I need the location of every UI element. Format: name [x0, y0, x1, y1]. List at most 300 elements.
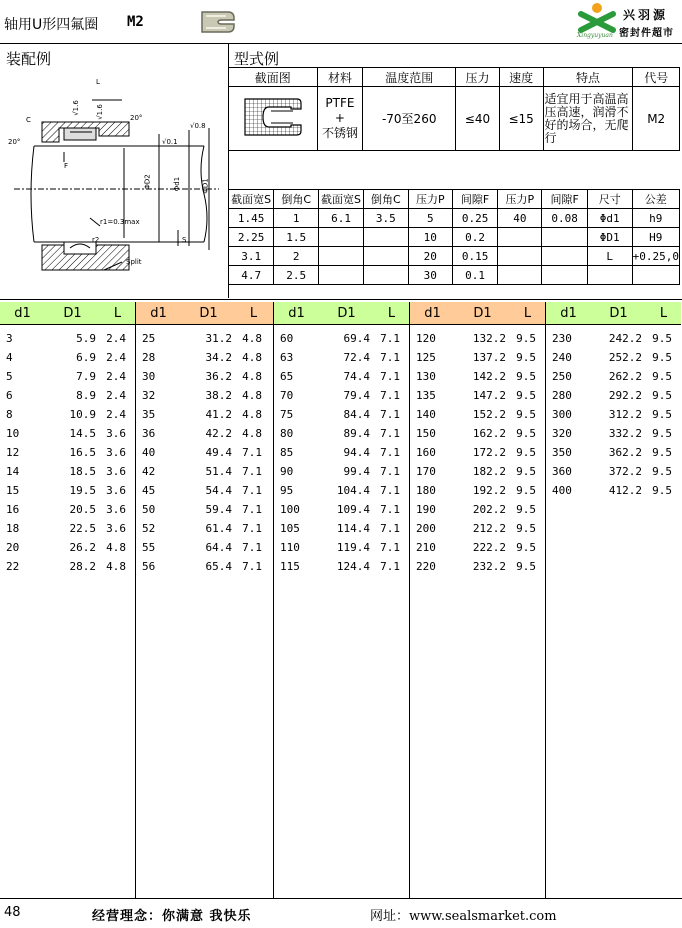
param-cell [498, 228, 542, 247]
param-cell [319, 266, 364, 285]
size-cell: 5 [6, 370, 13, 383]
size-cell: 6 [6, 389, 13, 402]
size-cell: 9.5 [516, 560, 536, 573]
size-cell: 49.4 [205, 446, 232, 459]
size-header-d1: D1 [609, 305, 628, 321]
size-cell: 63 [280, 351, 294, 364]
size-row [546, 405, 681, 424]
size-cell: 109.4 [336, 503, 370, 516]
size-cell: 4.8 [242, 370, 262, 383]
size-cell: 75 [280, 408, 294, 421]
footer-divider [0, 898, 682, 899]
size-header-l: L [659, 305, 668, 321]
size-cell: 9.5 [652, 332, 672, 345]
param-table [228, 189, 680, 285]
size-cell: 9.5 [652, 389, 672, 402]
label-dd1: ΦD1 [201, 178, 210, 194]
page-number: 48 [4, 905, 21, 920]
label-split: Split [126, 258, 142, 266]
size-row [546, 462, 681, 481]
size-row [136, 443, 273, 462]
size-row [0, 538, 135, 557]
param-cell: 20 [408, 247, 452, 266]
pressure-cell: ≤40 [456, 87, 500, 151]
size-cell: 7.1 [242, 446, 262, 459]
size-cell: 3.6 [106, 446, 126, 459]
size-cell: 41.2 [205, 408, 232, 421]
label-d1: Φd1 [173, 176, 182, 192]
size-row [274, 481, 409, 500]
size-row [136, 519, 273, 538]
size-row [274, 367, 409, 386]
code-cell: M2 [633, 87, 680, 151]
label-d2: ΦD2 [143, 174, 152, 190]
section-image-cell [229, 87, 318, 151]
size-cell: 94.4 [343, 446, 370, 459]
size-cell: 7.1 [242, 560, 262, 573]
size-cell: 9.5 [516, 541, 536, 554]
param-cell [319, 228, 364, 247]
size-row [546, 424, 681, 443]
size-cell: 4.8 [106, 541, 126, 554]
size-cell: 172.2 [472, 446, 506, 459]
label-l: L [96, 78, 100, 86]
feature-cell: 适宜用于高温高压高速，润滑不好的场合，无爬行 [543, 87, 633, 151]
size-cell: 80 [280, 427, 294, 440]
size-cell: 7.1 [380, 332, 400, 345]
size-cell: 9.5 [516, 503, 536, 516]
size-cell: 104.4 [336, 484, 370, 497]
size-cell: 30 [142, 370, 156, 383]
type-header-section: 截面图 [229, 68, 318, 87]
size-cell: 54.4 [205, 484, 232, 497]
param-cell: 3.1 [229, 247, 274, 266]
size-cell: 9.5 [516, 389, 536, 402]
param-cell: 2.5 [274, 266, 319, 285]
param-header-8: 尺寸 [587, 190, 632, 209]
size-cell: 137.2 [472, 351, 506, 364]
size-row [274, 405, 409, 424]
size-cell: 9.5 [516, 522, 536, 535]
label-r2: r2 [92, 236, 100, 244]
size-cell: 18 [6, 522, 20, 535]
size-row [410, 519, 545, 538]
param-cell: 1 [274, 209, 319, 228]
size-cell: 9.5 [516, 408, 536, 421]
size-cell: 7.1 [380, 503, 400, 516]
size-cell: 9.5 [516, 332, 536, 345]
size-cell: 125 [416, 351, 436, 364]
size-row [546, 348, 681, 367]
size-cell: 4.8 [242, 351, 262, 364]
company-logo [575, 2, 680, 40]
size-column [274, 302, 410, 898]
size-cell: 372.2 [608, 465, 642, 478]
size-cell: 3.6 [106, 465, 126, 478]
size-cell: 4 [6, 351, 13, 364]
param-cell [363, 247, 408, 266]
size-cell: 362.2 [608, 446, 642, 459]
type-table [228, 67, 680, 151]
logo-subtitle: 密封件超市 [619, 28, 674, 39]
param-cell: h9 [632, 209, 679, 228]
size-cell: 69.4 [343, 332, 370, 345]
size-cell: 162.2 [472, 427, 506, 440]
size-cell: 200 [416, 522, 436, 535]
param-cell: +0.25,0 [632, 247, 679, 266]
size-cell: 28.2 [69, 560, 96, 573]
size-row [136, 557, 273, 576]
footer-motto: 经营理念：你满意 我快乐 [92, 909, 252, 924]
size-row [136, 348, 273, 367]
size-cell: 110 [280, 541, 300, 554]
size-cell: 242.2 [608, 332, 642, 345]
param-row [229, 266, 680, 285]
size-row [274, 443, 409, 462]
u-seal-icon [198, 8, 238, 36]
temperature-cell: -70至260 [363, 87, 456, 151]
size-header-d1: D1 [337, 305, 356, 321]
size-cell: 65 [280, 370, 294, 383]
size-cell: 7.1 [242, 465, 262, 478]
size-cell: 20.5 [69, 503, 96, 516]
size-cell: 42.2 [205, 427, 232, 440]
size-cell: 4.8 [242, 389, 262, 402]
size-row [410, 481, 545, 500]
size-cell: 7.1 [380, 351, 400, 364]
size-cell: 8 [6, 408, 13, 421]
size-header-d1: d1 [288, 305, 305, 321]
param-cell [363, 266, 408, 285]
size-cell: 360 [552, 465, 572, 478]
param-header-1: 倒角C [274, 190, 319, 209]
size-header-l: L [113, 305, 122, 321]
size-row [136, 500, 273, 519]
size-row [136, 481, 273, 500]
size-cell: 9.5 [516, 446, 536, 459]
material-ptfe: PTFE [325, 96, 355, 110]
size-cell: 85 [280, 446, 294, 459]
size-header-d1: d1 [150, 305, 167, 321]
size-cell: 332.2 [608, 427, 642, 440]
size-cell: 22 [6, 560, 20, 573]
size-cell: 2.4 [106, 351, 126, 364]
size-row [0, 386, 135, 405]
size-column [410, 302, 546, 898]
size-cell: 3.6 [106, 503, 126, 516]
size-cell: 3 [6, 332, 13, 345]
size-cell: 14 [6, 465, 20, 478]
size-row [410, 348, 545, 367]
header-divider [0, 43, 682, 44]
size-header-d1: d1 [560, 305, 577, 321]
size-cell: 9.5 [652, 351, 672, 364]
size-cell: 212.2 [472, 522, 506, 535]
size-header [274, 302, 409, 325]
label-r16b: √1.6 [95, 104, 104, 120]
size-cell: 160 [416, 446, 436, 459]
size-cell: 4.8 [242, 408, 262, 421]
size-cell: 9.5 [652, 484, 672, 497]
size-row [546, 481, 681, 500]
size-cell: 9.5 [516, 427, 536, 440]
size-cell: 190 [416, 503, 436, 516]
size-cell: 2.4 [106, 389, 126, 402]
size-cell: 252.2 [608, 351, 642, 364]
size-cell: 312.2 [608, 408, 642, 421]
size-cell: 115 [280, 560, 300, 573]
size-cell: 70 [280, 389, 294, 402]
size-cell: 7.1 [380, 522, 400, 535]
size-row [546, 367, 681, 386]
size-cell: 9.5 [652, 370, 672, 383]
param-cell: 40 [498, 209, 542, 228]
size-row [0, 367, 135, 386]
param-cell [498, 266, 542, 285]
param-cell: 0.1 [452, 266, 497, 285]
size-cell: 9.5 [516, 351, 536, 364]
size-cell: 240 [552, 351, 572, 364]
size-cell: 34.2 [205, 351, 232, 364]
size-cell: 412.2 [608, 484, 642, 497]
size-cell: 20 [6, 541, 20, 554]
size-header-d1: D1 [199, 305, 218, 321]
size-cell: 16 [6, 503, 20, 516]
param-cell: ΦD1 [587, 228, 632, 247]
param-row [229, 228, 680, 247]
param-cell: 10 [408, 228, 452, 247]
size-cell: 89.4 [343, 427, 370, 440]
param-cell [363, 228, 408, 247]
size-cell: 262.2 [608, 370, 642, 383]
size-cell: 64.4 [205, 541, 232, 554]
size-cell: 38.2 [205, 389, 232, 402]
size-row [136, 386, 273, 405]
size-row [546, 443, 681, 462]
size-row [410, 386, 545, 405]
size-row [410, 500, 545, 519]
size-cell: 10 [6, 427, 20, 440]
size-cell: 210 [416, 541, 436, 554]
size-row [410, 462, 545, 481]
size-cell: 320 [552, 427, 572, 440]
size-cell: 7.1 [380, 541, 400, 554]
size-row [274, 557, 409, 576]
size-cell: 55 [142, 541, 156, 554]
size-column [0, 302, 136, 898]
material-cell [317, 87, 363, 151]
size-cell: 232.2 [472, 560, 506, 573]
param-cell [319, 247, 364, 266]
size-row [274, 348, 409, 367]
size-cell: 15 [6, 484, 20, 497]
size-cell: 3.6 [106, 522, 126, 535]
size-cell: 6.9 [76, 351, 96, 364]
size-cell: 250 [552, 370, 572, 383]
label-r16a: √1.6 [71, 100, 80, 116]
size-cell: 114.4 [336, 522, 370, 535]
type-title: 型式例 [234, 50, 280, 68]
param-cell [632, 266, 679, 285]
size-row [410, 367, 545, 386]
param-cell: 2.25 [229, 228, 274, 247]
size-cell: 100 [280, 503, 300, 516]
type-header-speed: 速度 [499, 68, 543, 87]
size-cell: 36 [142, 427, 156, 440]
size-cell: 5.9 [76, 332, 96, 345]
param-cell: 5 [408, 209, 452, 228]
size-cell: 19.5 [69, 484, 96, 497]
size-cell: 74.4 [343, 370, 370, 383]
size-cell: 42 [142, 465, 156, 478]
size-row [410, 405, 545, 424]
type-header-temp: 温度范围 [363, 68, 456, 87]
size-header-l: L [249, 305, 258, 321]
param-cell: 0.25 [452, 209, 497, 228]
type-header-material: 材料 [317, 68, 363, 87]
size-cell: 72.4 [343, 351, 370, 364]
size-cell: 84.4 [343, 408, 370, 421]
size-row [136, 462, 273, 481]
param-cell: 1.5 [274, 228, 319, 247]
size-cell: 18.5 [69, 465, 96, 478]
size-cell: 51.4 [205, 465, 232, 478]
size-header-l: L [523, 305, 532, 321]
logo-name: 兴羽源 [623, 8, 669, 22]
param-cell: Φd1 [587, 209, 632, 228]
size-cell: 9.5 [652, 446, 672, 459]
label-20b: 20° [130, 114, 143, 122]
size-row [0, 424, 135, 443]
size-header-d1: D1 [63, 305, 82, 321]
size-cell: 182.2 [472, 465, 506, 478]
size-row [136, 424, 273, 443]
param-cell: L [587, 247, 632, 266]
size-cell: 7.1 [380, 560, 400, 573]
label-s: S [182, 236, 187, 244]
size-cell: 3.6 [106, 484, 126, 497]
size-row [274, 538, 409, 557]
size-row [274, 329, 409, 348]
size-cell: 9.5 [516, 465, 536, 478]
size-cell: 9.5 [516, 484, 536, 497]
size-header-l: L [387, 305, 396, 321]
size-cell: 32 [142, 389, 156, 402]
size-cell: 60 [280, 332, 294, 345]
param-cell: 3.5 [363, 209, 408, 228]
size-cell: 222.2 [472, 541, 506, 554]
size-cell: 8.9 [76, 389, 96, 402]
param-cell [542, 247, 587, 266]
param-cell: H9 [632, 228, 679, 247]
speed-cell: ≤15 [499, 87, 543, 151]
size-header [410, 302, 545, 325]
size-row [0, 557, 135, 576]
size-row [410, 538, 545, 557]
size-cell: 79.4 [343, 389, 370, 402]
logo-english: Xingyuyuan [577, 32, 613, 39]
size-row [546, 329, 681, 348]
label-c: C [26, 116, 31, 124]
size-row [0, 329, 135, 348]
size-cell: 105 [280, 522, 300, 535]
size-cell: 4.8 [242, 332, 262, 345]
size-cell: 350 [552, 446, 572, 459]
size-cell: 25 [142, 332, 156, 345]
material-plus: + [334, 111, 345, 125]
size-row [274, 500, 409, 519]
size-cell: 400 [552, 484, 572, 497]
size-row [136, 329, 273, 348]
size-cell: 280 [552, 389, 572, 402]
size-cell: 4.8 [106, 560, 126, 573]
size-row [274, 386, 409, 405]
size-row [0, 519, 135, 538]
size-cell: 150 [416, 427, 436, 440]
param-cell: 30 [408, 266, 452, 285]
param-row [229, 209, 680, 228]
size-row [410, 329, 545, 348]
table-divider [0, 299, 682, 300]
param-cell: 6.1 [319, 209, 364, 228]
param-header-7: 间隙F [542, 190, 587, 209]
size-header-d1: d1 [424, 305, 441, 321]
param-header-6: 压力P [498, 190, 542, 209]
size-cell: 7.1 [380, 446, 400, 459]
size-cell: 10.9 [69, 408, 96, 421]
size-row [0, 500, 135, 519]
footer-website: 网址：www.sealsmarket.com [370, 909, 557, 924]
size-row [410, 424, 545, 443]
param-header-9: 公差 [632, 190, 679, 209]
label-r1: r1=0.3max [100, 218, 140, 226]
size-cell: 31.2 [205, 332, 232, 345]
size-header [546, 302, 681, 325]
size-row [274, 424, 409, 443]
size-cell: 7.1 [380, 389, 400, 402]
size-row [136, 538, 273, 557]
size-column [136, 302, 274, 898]
assembly-title: 装配例 [6, 50, 52, 68]
size-cell: 9.5 [652, 408, 672, 421]
size-cell: 142.2 [472, 370, 506, 383]
param-cell: 0.08 [542, 209, 587, 228]
size-cell: 2.4 [106, 332, 126, 345]
param-cell: 0.15 [452, 247, 497, 266]
param-cell: 2 [274, 247, 319, 266]
size-cell: 170 [416, 465, 436, 478]
param-header-0: 截面宽S [229, 190, 274, 209]
size-cell: 147.2 [472, 389, 506, 402]
size-cell: 7.1 [242, 484, 262, 497]
size-cell: 192.2 [472, 484, 506, 497]
size-column [546, 302, 681, 898]
size-cell: 35 [142, 408, 156, 421]
product-code: M2 [127, 14, 144, 30]
type-header-feature: 特点 [543, 68, 633, 87]
size-cell: 16.5 [69, 446, 96, 459]
size-cell: 4.8 [242, 427, 262, 440]
size-cell: 130 [416, 370, 436, 383]
size-cell: 45 [142, 484, 156, 497]
param-cell: 0.2 [452, 228, 497, 247]
type-header-pressure: 压力 [456, 68, 500, 87]
label-r01: √0.1 [162, 138, 178, 146]
size-cell: 90 [280, 465, 294, 478]
size-row [0, 462, 135, 481]
size-row [274, 462, 409, 481]
size-cell: 7.1 [242, 541, 262, 554]
